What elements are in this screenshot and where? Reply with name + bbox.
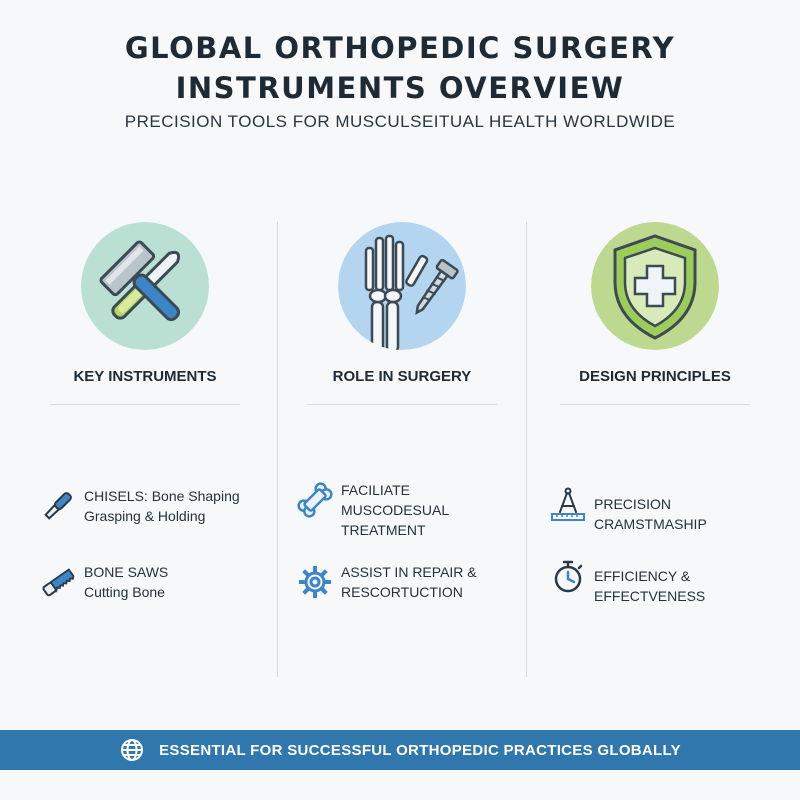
title-line-2: INSTRUMENTS OVERVIEW [175, 71, 625, 105]
page-subtitle: PRECISION TOOLS FOR MUSCULSEITUAL HEALTH WORLDWIDE [124, 112, 676, 131]
item-line: FACILIATE [341, 482, 410, 498]
bone-saw-icon [38, 562, 78, 602]
page-title [0, 28, 800, 108]
list-item [38, 562, 264, 602]
item-line: BONE SAWS [84, 564, 169, 580]
heading-rule [307, 404, 497, 405]
item-line: PRECISION CRAMSTMASHIP [594, 496, 707, 532]
column-key-instruments [20, 222, 270, 682]
item-line: EFFICIENCY & EFFECTVENESS [594, 568, 706, 604]
column-design-principles [530, 222, 780, 682]
hand-bones-and-screw-icon [338, 222, 466, 350]
compass-ruler-icon [548, 484, 588, 524]
list-item [548, 556, 774, 606]
column-heading: KEY INSTRUMENTS [73, 368, 217, 385]
globe-icon [119, 737, 145, 763]
bone-icon [295, 480, 335, 520]
chisel-icon [38, 486, 78, 526]
column-heading: DESIGN PRINCIPLES [579, 368, 731, 385]
item-line: RESCORTUCTION [341, 584, 463, 600]
item-line: Cutting Bone [84, 584, 165, 600]
list-item [548, 484, 774, 534]
medical-shield-icon [591, 222, 719, 350]
footer-banner [0, 730, 800, 770]
heading-rule [50, 404, 240, 405]
item-line: ASSIST IN REPAIR & [341, 564, 477, 580]
item-line: Grasping & Holding [84, 508, 206, 524]
heading-rule [560, 404, 750, 405]
list-item [38, 486, 264, 526]
hammer-and-scalpel-icon [81, 222, 209, 350]
item-line: TREATMENT [341, 522, 426, 538]
footer-text: ESSENTIAL FOR SUCCESSFUL ORTHOPEDIC PRACTICES GLOBALLY [159, 741, 681, 759]
column-role-in-surgery [277, 222, 527, 682]
list-item [295, 562, 521, 602]
item-line: CHISELS: Bone Shaping [84, 488, 240, 504]
stopwatch-icon [548, 556, 588, 596]
item-line: MUSCODESUAL [341, 502, 450, 518]
list-item [295, 480, 521, 540]
column-heading: ROLE IN SURGERY [332, 368, 472, 385]
gear-icon [295, 562, 335, 602]
title-line-1: GLOBAL ORTHOPEDIC SURGERY [124, 31, 676, 65]
